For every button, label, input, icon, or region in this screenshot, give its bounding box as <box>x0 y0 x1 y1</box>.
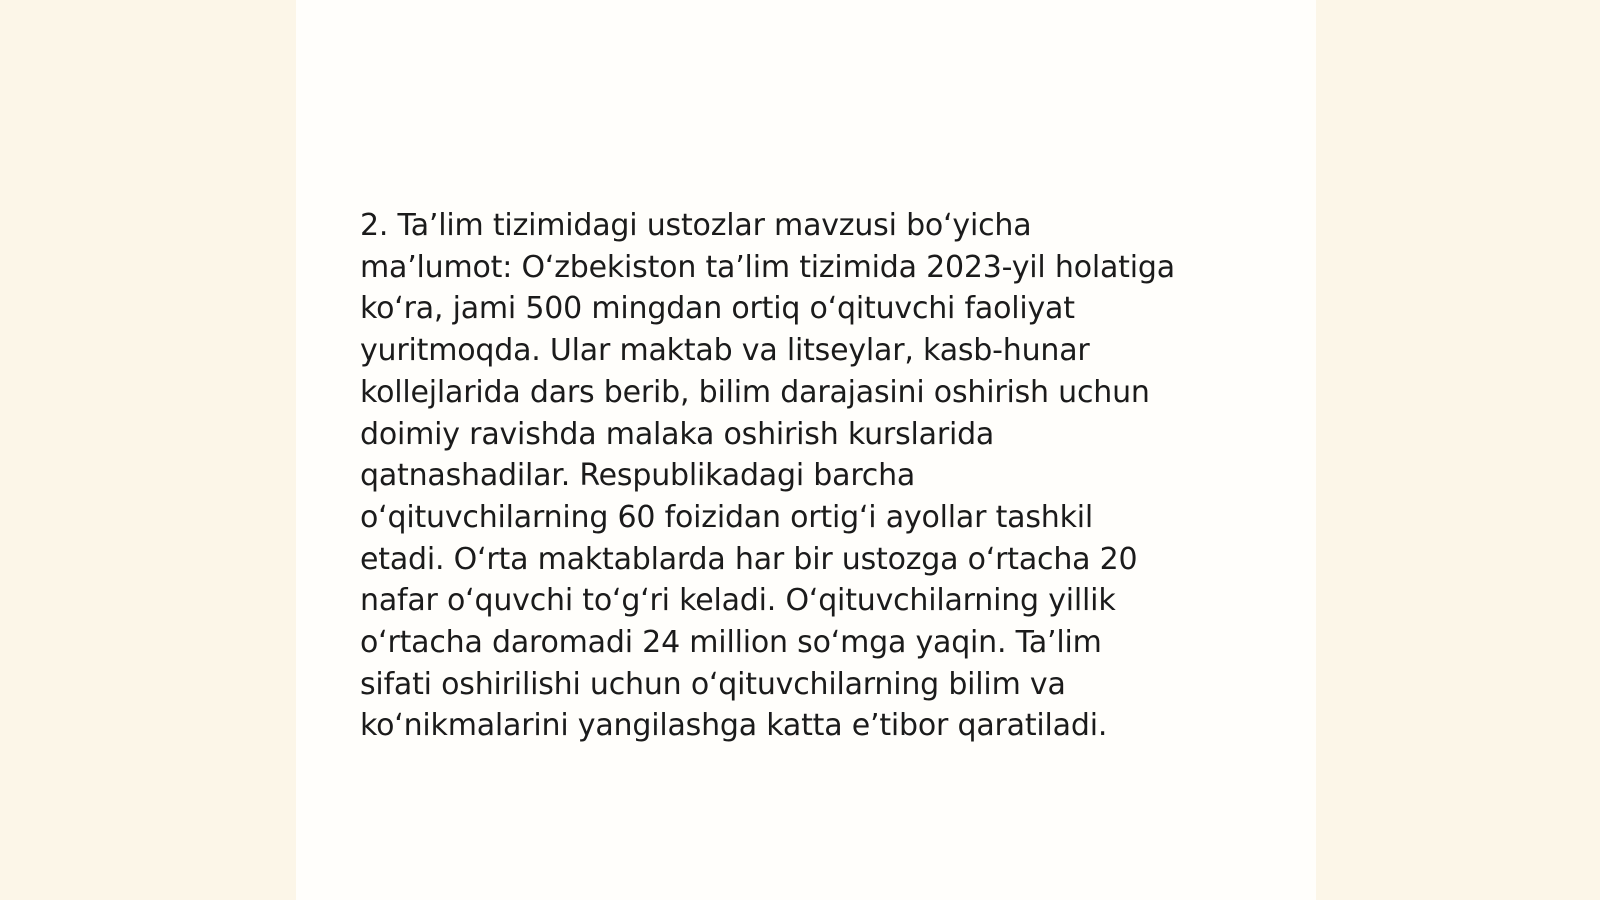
paragraph-line: 2. Ta’lim tizimidagi ustozlar mavzusi bo‘yicha <box>360 208 1032 243</box>
paragraph-line: yuritmoqda. Ular maktab va litseylar, kasb-hunar <box>360 333 1090 369</box>
paragraph-line: ma’lumot: O‘zbekiston ta’lim tizimida 2023-yil holatiga <box>360 249 1175 285</box>
paragraph-line: sifati oshirilishi uchun o‘qituvchilarning bilim va <box>360 666 1066 702</box>
paragraph-line: etadi. O‘rta maktablarda har bir ustozga o‘rtacha 20 <box>360 541 1138 577</box>
paragraph-line: o‘qituvchilarning 60 foizidan ortig‘i ayollar tashkil <box>360 499 1094 535</box>
paragraph-line: qatnashadilar. Respublikadagi barcha <box>360 458 916 494</box>
paragraph-line: kollejlarida dars berib, bilim darajasini oshirish uchun <box>360 374 1150 410</box>
left-margin <box>0 0 296 900</box>
paragraph-line: nafar o‘quvchi to‘g‘ri keladi. O‘qituvchilarning yillik <box>360 583 1116 619</box>
paragraph-line: doimiy ravishda malaka oshirish kurslarida <box>360 416 995 452</box>
paragraph <box>360 205 1240 747</box>
paragraph-line: o‘rtacha daromadi 24 million so‘mga yaqin. Ta’lim <box>360 625 1102 661</box>
paragraph-line: ko‘nikmalarini yangilashga katta e’tibor qaratiladi. <box>360 708 1108 744</box>
paragraph-line: ko‘ra, jami 500 mingdan ortiq o‘qituvchi faoliyat <box>360 291 1075 327</box>
document-page <box>296 0 1316 900</box>
right-margin <box>1316 0 1600 900</box>
